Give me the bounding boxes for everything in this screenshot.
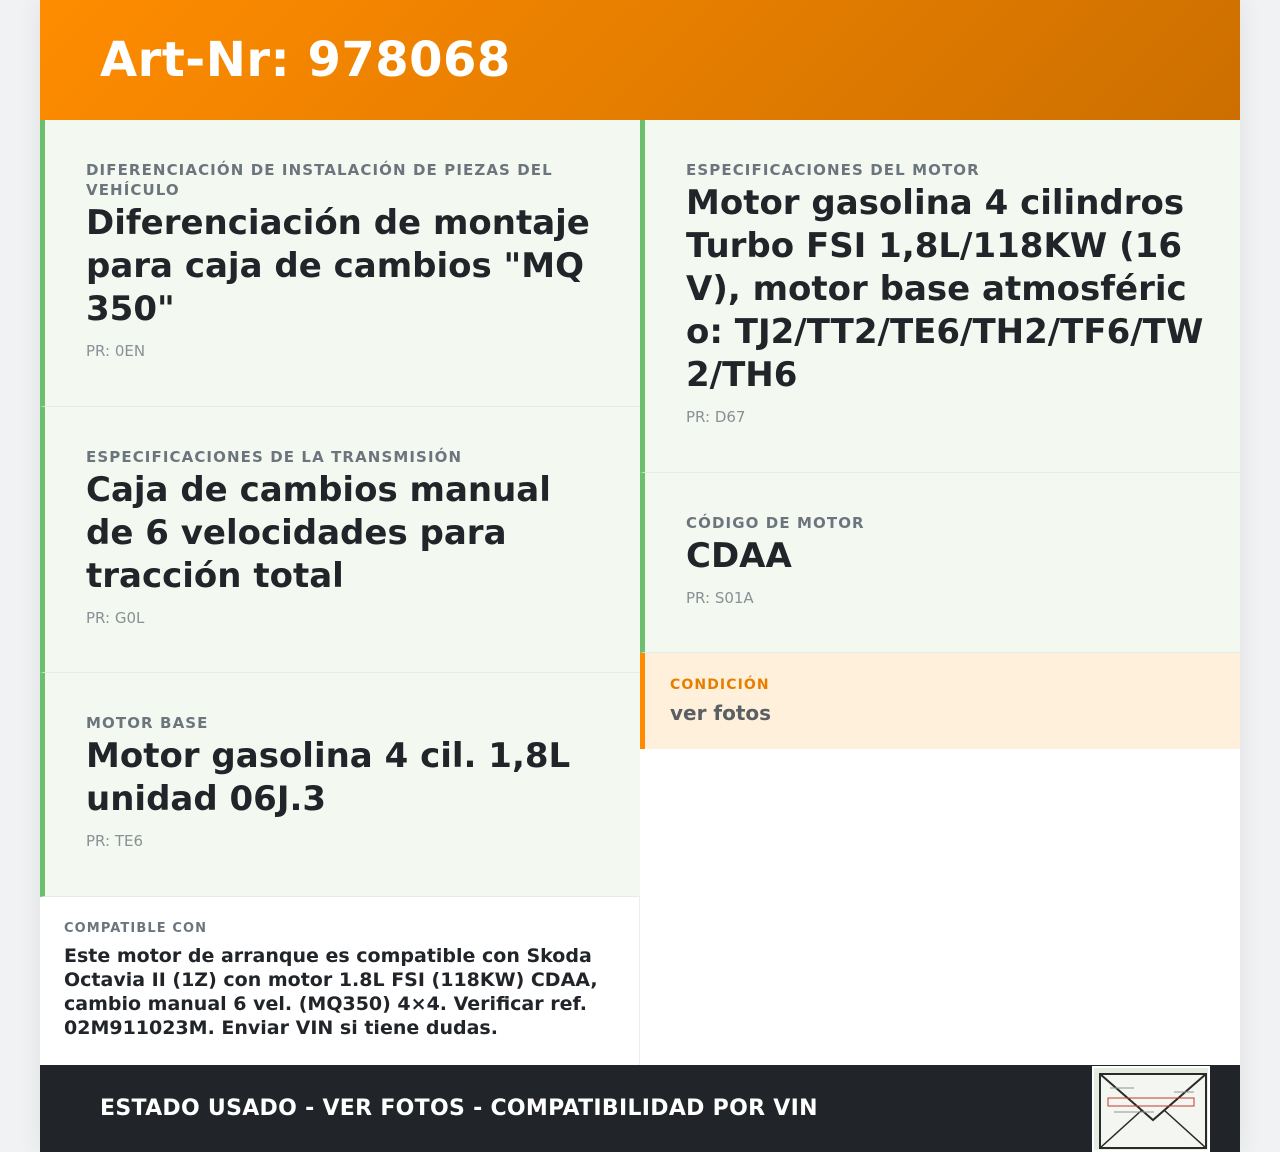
spec-engine-code [640,473,1240,653]
spec-label: ESPECIFICACIONES DEL MOTOR [686,161,980,179]
part-label-photo-thumbnail[interactable] [1092,1066,1210,1152]
spec-pr-code: PR: S01A [686,589,754,607]
spec-pr-code: PR: TE6 [86,832,144,850]
spec-value: CDAA [686,536,792,576]
condition-value: ver fotos [670,701,772,725]
footer-bar [40,1065,1240,1152]
envelope-photo-icon [1094,1068,1210,1152]
spec-pr-code: PR: G0L [86,609,145,627]
spec-value: Caja de cambios manual de 6 velocidades para tracción total [86,470,551,596]
compatibility-label: COMPATIBLE CON [64,921,208,936]
footer-text: ESTADO USADO - VER FOTOS - COMPATIBILIDAD POR VIN [100,1096,818,1121]
spec-label: DIFERENCIACIÓN DE INSTALACIÓN DE PIEZAS DEL VEHÍCULO [86,161,553,199]
spec-label: CÓDIGO DE MOTOR [686,514,865,532]
spec-transmission [40,407,640,673]
right-column-blank [640,749,1240,1065]
spec-installation-differentiation [40,120,640,407]
spec-value: Diferenciación de montaje para caja de cambios "MQ 350" [86,203,590,329]
specs-left-column [40,120,640,897]
spec-pr-code: PR: 0EN [86,342,146,360]
product-sheet [40,0,1240,1152]
condition-box [640,653,1240,749]
spec-value: Motor gasolina 4 cilindros Turbo FSI 1,8L/118KW (16V), motor base atmosférico: TJ2/TT2/TE6/TH2/TF6/TW2/TH6 [686,183,1204,395]
spec-base-engine [40,673,640,897]
compatibility-box [40,897,640,1065]
specs-right-column [640,120,1240,653]
spec-engine-specifications [640,120,1240,473]
header-bar [40,0,1240,120]
condition-label: CONDICIÓN [670,677,770,693]
article-number-title: Art-Nr: 978068 [100,32,511,88]
spec-label: ESPECIFICACIONES DE LA TRANSMISIÓN [86,448,463,466]
spec-value: Motor gasolina 4 cil. 1,8L unidad 06J.3 [86,736,571,819]
compatibility-text: Este motor de arranque es compatible con Skoda Octavia II (1Z) con motor 1.8L FSI (118KW) CDAA, cambio manual 6 vel. (MQ350) 4×4. Verificar ref. 02M911023M. Enviar VIN si tiene dudas. [64,945,598,1039]
spec-label: MOTOR BASE [86,714,209,732]
spec-pr-code: PR: D67 [686,408,746,426]
